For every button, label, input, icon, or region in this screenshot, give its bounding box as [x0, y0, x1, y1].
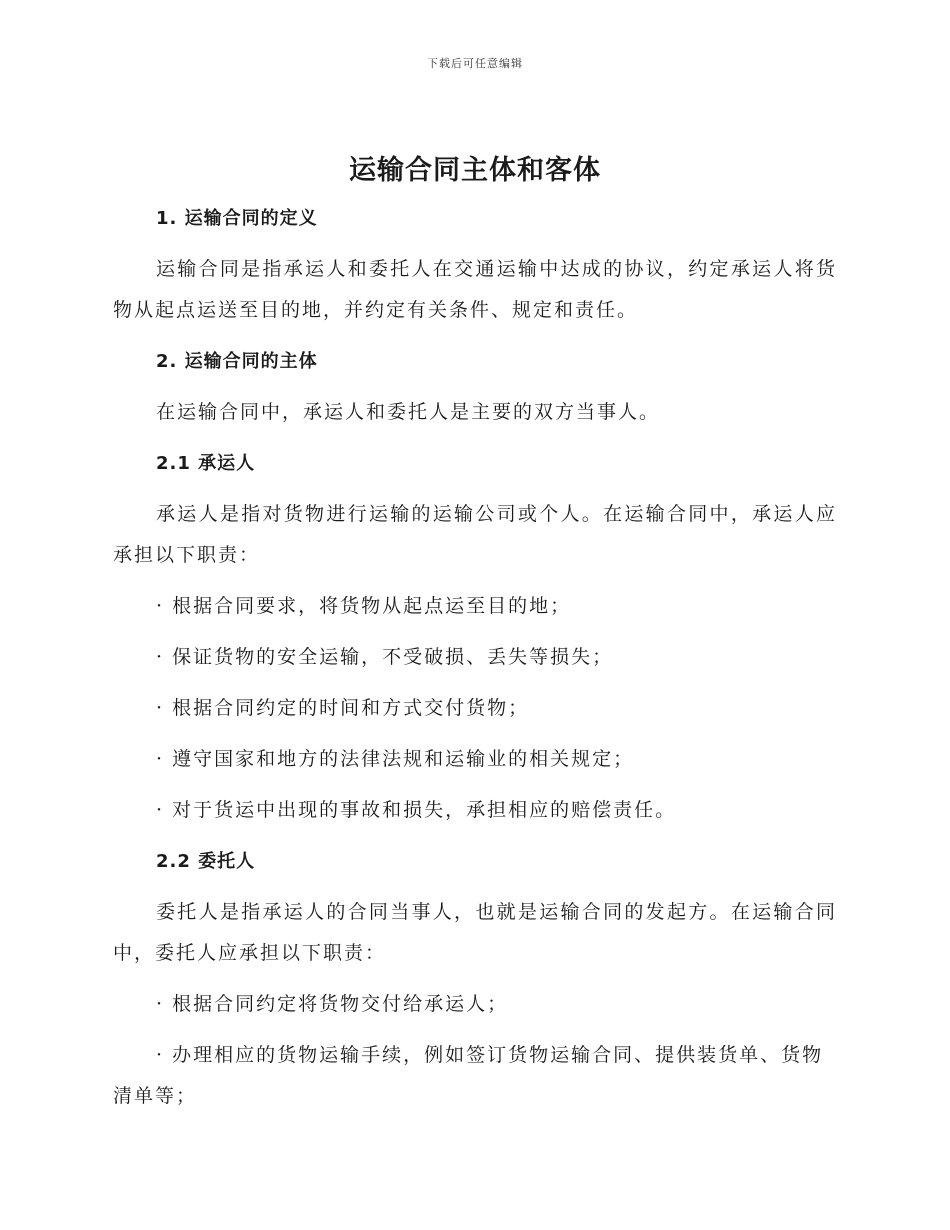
list-item: · 对于货运中出现的事故和损失，承担相应的赔偿责任。 [156, 799, 677, 821]
list-item: · 根据合同约定的时间和方式交付货物； [156, 697, 530, 719]
list-item: · 根据合同要求，将货物从起点运至目的地； [156, 595, 572, 617]
list-item: · 保证货物的安全运输，不受破损、丢失等损失； [156, 646, 614, 668]
document-body [113, 198, 837, 1117]
section-1-paragraph: 运输合同是指承运人和委托人在交通运输中达成的协议，约定承运人将货物从起点运送至目的地，并约定有关条件、规定和责任。 [113, 258, 837, 321]
section-2-2-heading: 2.2 委托人 [156, 851, 256, 872]
section-2-1-paragraph: 承运人是指对货物进行运输的运输公司或个人。在运输合同中，承运人应承担以下职责： [113, 503, 837, 566]
section-2-heading: 2. 运输合同的主体 [156, 351, 318, 372]
list-item: · 根据合同约定将货物交付给承运人； [156, 993, 509, 1015]
section-1-heading: 1. 运输合同的定义 [156, 208, 318, 229]
list-item: · 遵守国家和地方的法律法规和运输业的相关规定； [156, 748, 635, 770]
document-title: 运输合同主体和客体 [349, 155, 601, 186]
header-note: 下载后可任意编辑 [427, 57, 523, 70]
section-2-1-heading: 2.1 承运人 [156, 453, 256, 474]
section-2-paragraph: 在运输合同中，承运人和委托人是主要的双方当事人。 [156, 401, 661, 423]
list-item: · 办理相应的货物运输手续，例如签订货物运输合同、提供装货单、货物清单等； [113, 1044, 824, 1107]
section-2-2-paragraph: 委托人是指承运人的合同当事人，也就是运输合同的发起方。在运输合同中，委托人应承担以下职责： [113, 901, 837, 964]
